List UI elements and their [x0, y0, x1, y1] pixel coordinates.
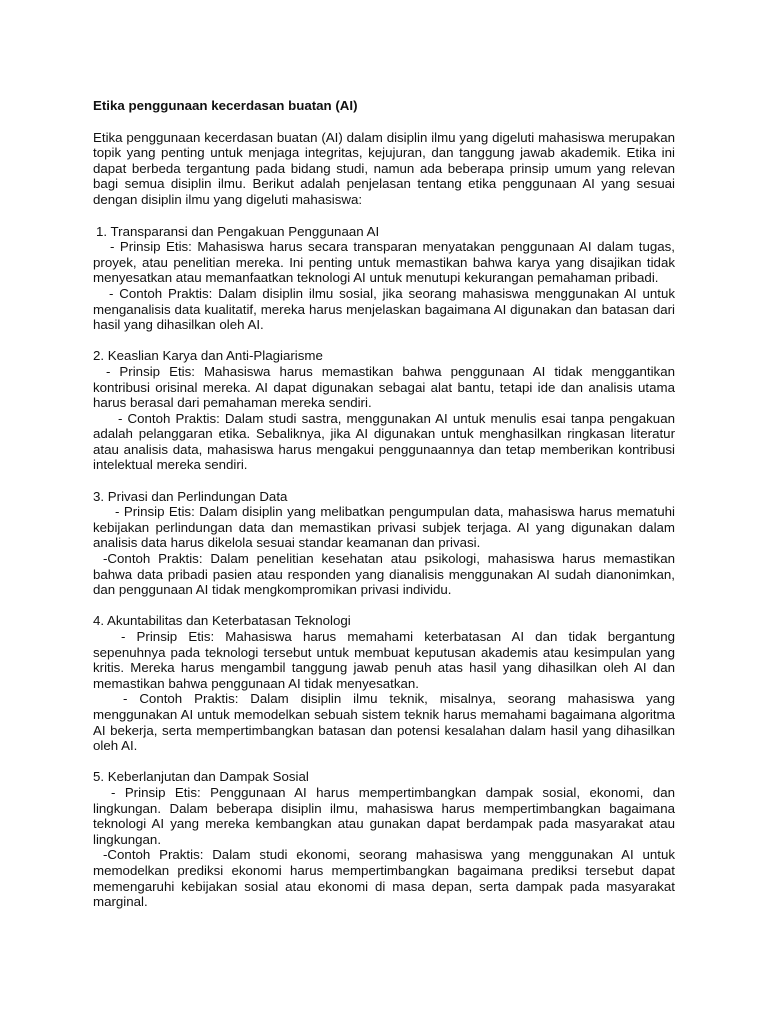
principle-paragraph: - Prinsip Etis: Mahasiswa harus memastikan bahwa penggunaan AI tidak menggantikan kontribusi orisinal mereka. AI dapat digunakan sebagai alat bantu, tetapi ide dan analisis utama harus berasal dari pemahaman mereka sendiri.: [93, 363, 675, 411]
section-heading: 4. Akuntabilitas dan Keterbatasan Teknologi: [93, 613, 351, 629]
section-heading: 3. Privasi dan Perlindungan Data: [93, 488, 288, 504]
section-heading: 1. Transparansi dan Pengakuan Penggunaan AI: [96, 223, 380, 239]
example-paragraph: - Contoh Praktis: Dalam studi sastra, menggunakan AI untuk menulis esai tanpa pengakuan adalah pelanggaran etika. Sebaliknya, jika AI digunakan untuk menghasilkan ringkasan literatur atau analisis data, mahasiswa harus mengakui penggunaannya dan tetap memberikan kontribusi intelektual mereka sendiri.: [93, 410, 675, 473]
example-paragraph: -Contoh Praktis: Dalam penelitian kesehatan atau psikologi, mahasiswa harus memastikan bahwa data pribadi pasien atau responden yang dianalisis menggunakan AI sudah dianonimkan, dan penggunaan AI tidak mengkompromikan privasi individu.: [93, 551, 675, 598]
section-heading: 5. Keberlanjutan dan Dampak Sosial: [93, 769, 309, 785]
document-title: Etika penggunaan kecerdasan buatan (AI): [93, 98, 358, 113]
section-privacy: [93, 489, 675, 598]
section-sustainability: [93, 769, 675, 909]
section-heading: 2. Keaslian Karya dan Anti-Plagiarisme: [93, 348, 323, 364]
principle-paragraph: - Prinsip Etis: Mahasiswa harus secara transparan menyatakan penggunaan AI dalam tugas, proyek, atau penelitian mereka. Ini penting untuk memastikan bahwa karya yang disajikan tidak menyesatkan atau memanfaatkan teknologi AI untuk menutupi kekurangan pemahaman pribadi.: [93, 239, 675, 286]
principle-paragraph: - Prinsip Etis: Mahasiswa harus memahami keterbatasan AI dan tidak bergantung sepenuhnya pada teknologi tersebut untuk membuat keputusan akademis atau kesimpulan yang kritis. Mereka harus mengambil tanggung jawab penuh atas hasil yang dihasilkan oleh AI dan memastikan bahwa penggunaan AI tidak menyesatkan.: [93, 629, 675, 691]
section-originality: [93, 348, 675, 473]
example-paragraph: - Contoh Praktis: Dalam disiplin ilmu teknik, misalnya, seorang mahasiswa yang menggunakan AI untuk memodelkan sebuah sistem teknik harus memahami bagaimana algoritma AI bekerja, serta mempertimbangkan batasan dan potensi kesalahan dalam hasil yang dihasilkan oleh AI.: [93, 691, 675, 754]
section-transparency: [93, 224, 675, 333]
example-paragraph: -Contoh Praktis: Dalam studi ekonomi, seorang mahasiswa yang menggunakan AI untuk memodelkan prediksi ekonomi harus mempertimbangkan bagaimana prediksi tersebut dapat memengaruhi kebijakan sosial atau ekonomi di masa depan, serta dampak pada masyarakat marginal.: [93, 847, 675, 910]
principle-paragraph: - Prinsip Etis: Penggunaan AI harus mempertimbangkan dampak sosial, ekonomi, dan lingkungan. Dalam beberapa disiplin ilmu, mahasiswa harus mempertimbangkan bagaimana teknologi AI yang mereka kembangkan atau gunakan dapat berdampak pada masyarakat atau lingkungan.: [93, 784, 675, 847]
section-accountability: [93, 613, 675, 753]
example-paragraph: - Contoh Praktis: Dalam disiplin ilmu sosial, jika seorang mahasiswa menggunakan AI untuk menganalisis data kualitatif, mereka harus menjelaskan bagaimana AI digunakan dan batasan dari hasil yang dihasilkan oleh AI.: [93, 285, 675, 333]
intro-paragraph: Etika penggunaan kecerdasan buatan (AI) dalam disiplin ilmu yang digeluti mahasiswa merupakan topik yang penting untuk menjaga integritas, kejujuran, dan tanggung jawab akademik. Etika ini dapat berbeda tergantung pada bidang studi, namun ada beberapa prinsip umum yang relevan bagi semua disiplin ilmu. Berikut adalah penjelasan tentang etika penggunaan AI yang sesuai dengan disiplin ilmu yang digeluti mahasiswa:: [93, 129, 675, 207]
principle-paragraph: - Prinsip Etis: Dalam disiplin yang melibatkan pengumpulan data, mahasiswa harus mematuhi kebijakan perlindungan data dan memastikan privasi subjek terjaga. AI yang digunakan dalam analisis data harus dikelola sesuai standar keamanan dan privasi.: [93, 504, 675, 551]
